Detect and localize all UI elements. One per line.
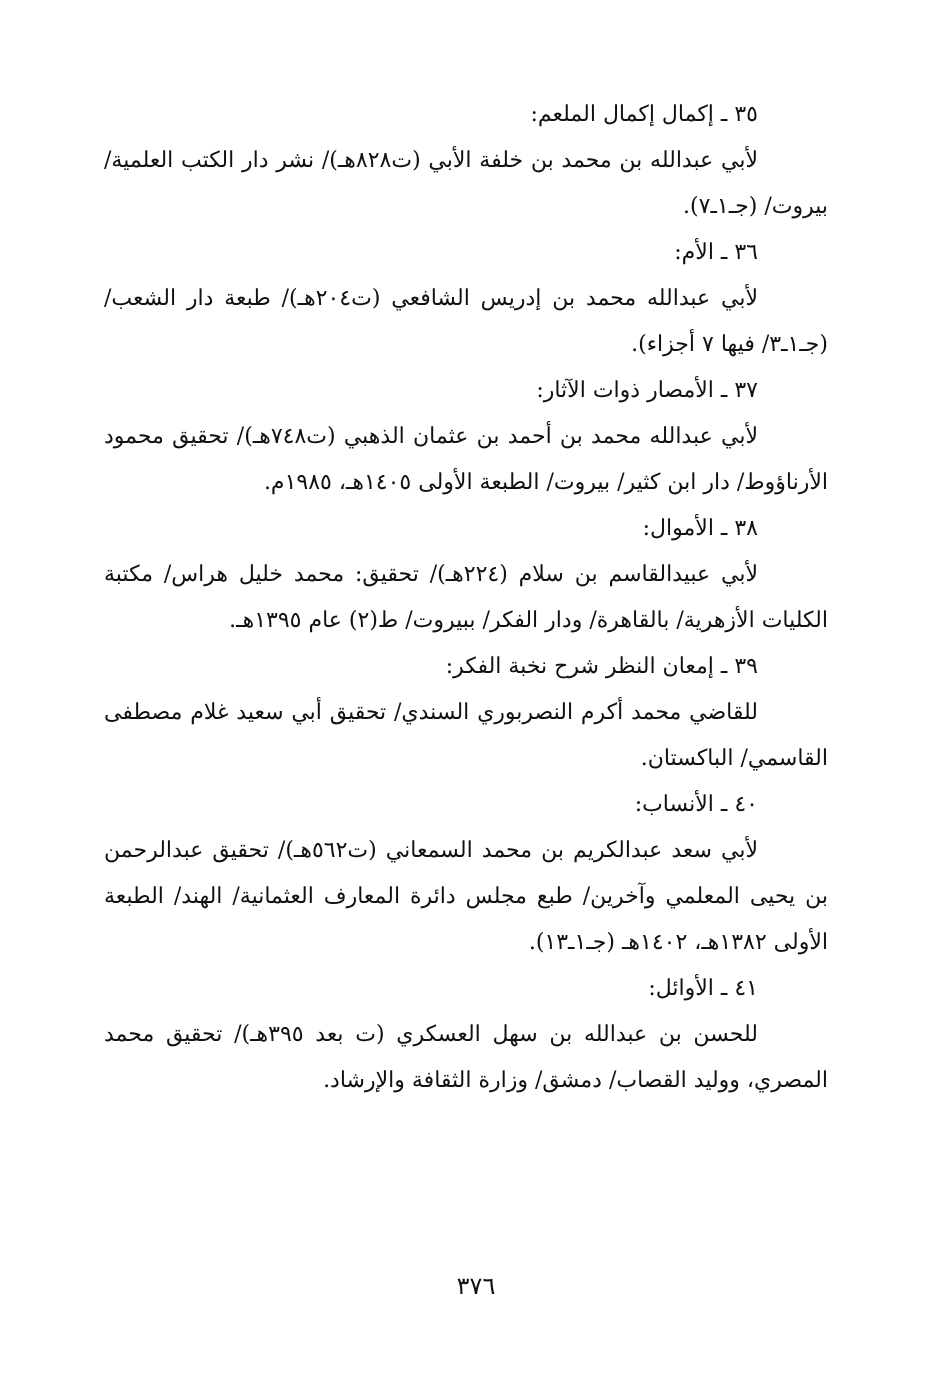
page-number: ٣٧٦	[456, 1272, 496, 1300]
entry-heading-36: ٣٦ ـ الأم:	[674, 240, 758, 265]
bibliography-list	[104, 92, 828, 1104]
entry-body-38: لأبي عبيدالقاسم بن سلام (٢٢٤هـ)/ تحقيق: محمد خليل هراس/ مكتبة الكليات الأزهرية/ بالقاهرة/ ودار الفكر/ ببيروت/ ط(٢) عام ١٣٩٥هـ.	[104, 562, 828, 633]
entry-body-36: لأبي عبدالله محمد بن إدريس الشافعي (ت٢٠٤هـ)/ طبعة دار الشعب/ (جـ١ـ٣/ فيها ٧ أجزاء).	[104, 286, 828, 357]
entry-body-39: للقاضي محمد أكرم النصربوري السندي/ تحقيق أبي سعيد غلام مصطفى القاسمي/ الباكستان.	[104, 700, 828, 771]
entry-heading-35: ٣٥ ـ إكمال إكمال الملعم:	[530, 102, 758, 127]
entry-body-37: لأبي عبدالله محمد بن أحمد بن عثمان الذهبي (ت٧٤٨هـ)/ تحقيق محمود الأرناؤوط/ دار ابن كثير/ بيروت/ الطبعة الأولى ١٤٠٥هـ، ١٩٨٥م.	[104, 424, 828, 495]
entry-body-40: لأبي سعد عبدالكريم بن محمد السمعاني (ت٥٦٢هـ)/ تحقيق عبدالرحمن بن يحيى المعلمي وآخرين/ طبع مجلس دائرة المعارف العثمانية/ الهند/ الطبعة الأولى ١٣٨٢هـ، ١٤٠٢هـ (جـ١ـ١٣).	[104, 838, 828, 955]
entry-heading-40: ٤٠ ـ الأنساب:	[634, 792, 758, 817]
entry-body-41: للحسن بن عبدالله بن سهل العسكري (ت بعد ٣٩٥هـ)/ تحقيق محمد المصري، ووليد القصاب/ دمشق/ وزارة الثقافة والإرشاد.	[104, 1022, 828, 1093]
entry-heading-37: ٣٧ ـ الأمصار ذوات الآثار:	[536, 378, 758, 403]
entry-body-35: لأبي عبدالله بن محمد بن خلفة الأبي (ت٨٢٨هـ)/ نشر دار الكتب العلمية/ بيروت/ (جـ١ـ٧).	[104, 148, 828, 219]
entry-heading-39: ٣٩ ـ إمعان النظر شرح نخبة الفكر:	[445, 654, 758, 679]
entry-heading-38: ٣٨ ـ الأموال:	[642, 516, 758, 541]
entry-heading-41: ٤١ ـ الأوائل:	[648, 976, 758, 1001]
